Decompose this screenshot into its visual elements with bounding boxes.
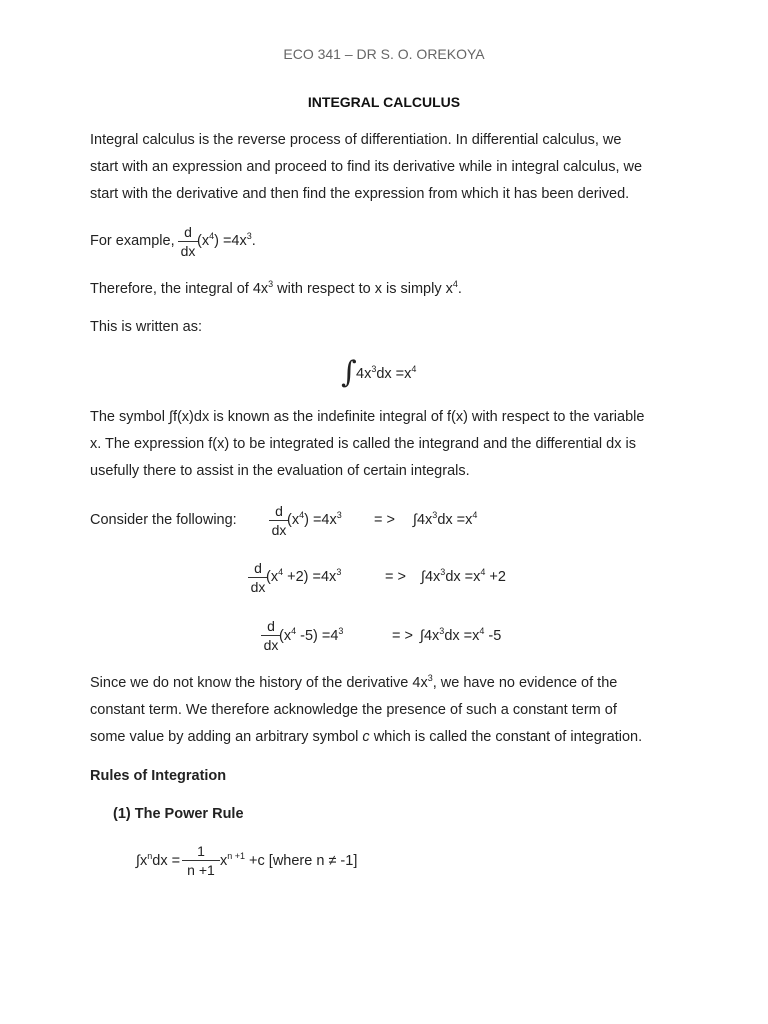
integral-sign: ∫ [341,355,357,390]
written-line: This is written as: [90,319,202,335]
expr-part: +2 [485,569,506,585]
expr-part: dx =x [445,569,481,585]
constant-symbol: c [362,729,370,745]
fraction-numerator: d [254,560,262,576]
exponent: n +1 [227,851,246,861]
integral-expression [420,628,501,644]
integral-expression [413,512,477,528]
fraction-numerator: d [267,618,275,634]
section-title: INTEGRAL CALCULUS [307,94,461,110]
therefore-line [90,281,462,297]
symbol-line: usefully there to assist in the evaluation of certain integrals. [90,463,470,479]
expr-part: ∫x [136,853,148,869]
exponent: 3 [246,231,252,241]
expr-part: +2) =4x [283,569,337,585]
fraction-numerator: d [275,503,283,519]
implies-arrow: = > [374,512,395,528]
power-rule-fraction [182,843,220,878]
exponent: 4 [209,231,215,241]
derivative-fraction [269,503,289,538]
expr-part: (x [287,512,300,528]
text-part: some value by adding an arbitrary symbol [90,729,363,745]
display-integral-expression [356,366,416,382]
exponent: 3 [371,364,377,374]
exponent: 4 [452,279,458,289]
symbol-line: x. The expression f(x) to be integrated is called the integrand and the differential dx is [90,436,636,452]
fraction-bar [261,635,281,636]
power-rule-lhs [136,853,180,869]
exponent: 4 [278,567,284,577]
fraction-denominator: dx [180,243,196,259]
exponent: 4 [480,567,486,577]
expr-part: (x [197,233,210,249]
example-lead: For example, [90,233,175,249]
exponent: 3 [427,673,433,683]
text-part: with respect to x is simply x [273,281,453,297]
exponent: 4 [479,626,485,636]
expr-part: -5) =4 [296,628,339,644]
implies-arrow: = > [385,569,406,585]
derivative-expression [287,512,342,528]
fraction-numerator: d [184,224,192,240]
text-part: , we have no evidence of the [432,675,618,691]
expr-part: (x [266,569,279,585]
expr-part: ) =4x [214,233,247,249]
expr-part: dx =x [437,512,473,528]
fraction-bar [269,520,289,521]
fraction-denominator: dx [263,637,279,653]
exponent: 3 [440,567,446,577]
derivative-fraction [261,618,281,653]
exponent: 3 [336,510,342,520]
since-line: constant term. We therefore acknowledge the presence of such a constant term of [90,702,617,718]
power-rule-rhs [220,853,357,869]
expr-part: . [251,233,256,249]
derivative-expression [266,569,341,585]
integral-expression [421,569,506,585]
text-part: Therefore, the integral of 4x [90,281,269,297]
intro-line: start with the derivative and then find the expression from which it has been derived. [90,186,630,202]
expr-part: 4x [356,366,372,382]
expr-part: ∫4x [420,628,440,644]
derivative-fraction [248,560,268,595]
expr-part: +c [where n ≠ -1] [245,853,358,869]
exponent: 3 [268,279,274,289]
exponent: 3 [338,626,344,636]
text-part: which is called the constant of integration. [369,729,643,745]
expr-part: ∫4x [421,569,441,585]
expr-part: -5 [484,628,502,644]
document-header: ECO 341 – DR S. O. OREKOYA [283,46,485,62]
intro-line: Integral calculus is the reverse process of differentiation. In differential calculus, we [90,132,622,148]
symbol-line: The symbol ∫f(x)dx is known as the indefinite integral of f(x) with respect to the variable [90,409,645,425]
fraction-bar [178,241,198,242]
example-expression [197,233,256,249]
exponent: 3 [439,626,445,636]
expr-part: dx =x [444,628,480,644]
consider-lead: Consider the following: [90,512,237,528]
fraction-bar [248,577,268,578]
power-rule-heading: (1) The Power Rule [113,806,244,822]
text-part: . [457,281,462,297]
derivative-expression [279,628,343,644]
expr-part: dx = [152,853,181,869]
exponent: 3 [336,567,342,577]
exponent: 4 [472,510,478,520]
since-line [90,724,680,751]
fraction-denominator: dx [250,579,266,595]
expr-part: (x [279,628,292,644]
expr-part: dx =x [376,366,412,382]
expr-part: x [220,853,228,869]
intro-line: start with an expression and proceed to find its derivative while in integral calculus, we [90,159,643,175]
implies-arrow: = > [392,628,413,644]
exponent: n [147,851,153,861]
exponent: 4 [299,510,305,520]
fraction-denominator: n +1 [187,862,215,878]
fraction-bar [182,860,220,861]
derivative-fraction [178,224,198,259]
intro-paragraph [90,127,680,208]
fraction-denominator: dx [271,522,287,538]
rules-heading: Rules of Integration [90,768,227,784]
symbol-paragraph [90,404,680,485]
expr-part: ) =4x [304,512,337,528]
since-paragraph [90,670,680,751]
expr-part: ∫4x [413,512,433,528]
since-line [90,670,680,697]
fraction-numerator: 1 [197,843,205,859]
text-part: Since we do not know the history of the derivative 4x [90,675,428,691]
exponent: 3 [432,510,438,520]
exponent: 4 [291,626,297,636]
exponent: 4 [411,364,417,374]
